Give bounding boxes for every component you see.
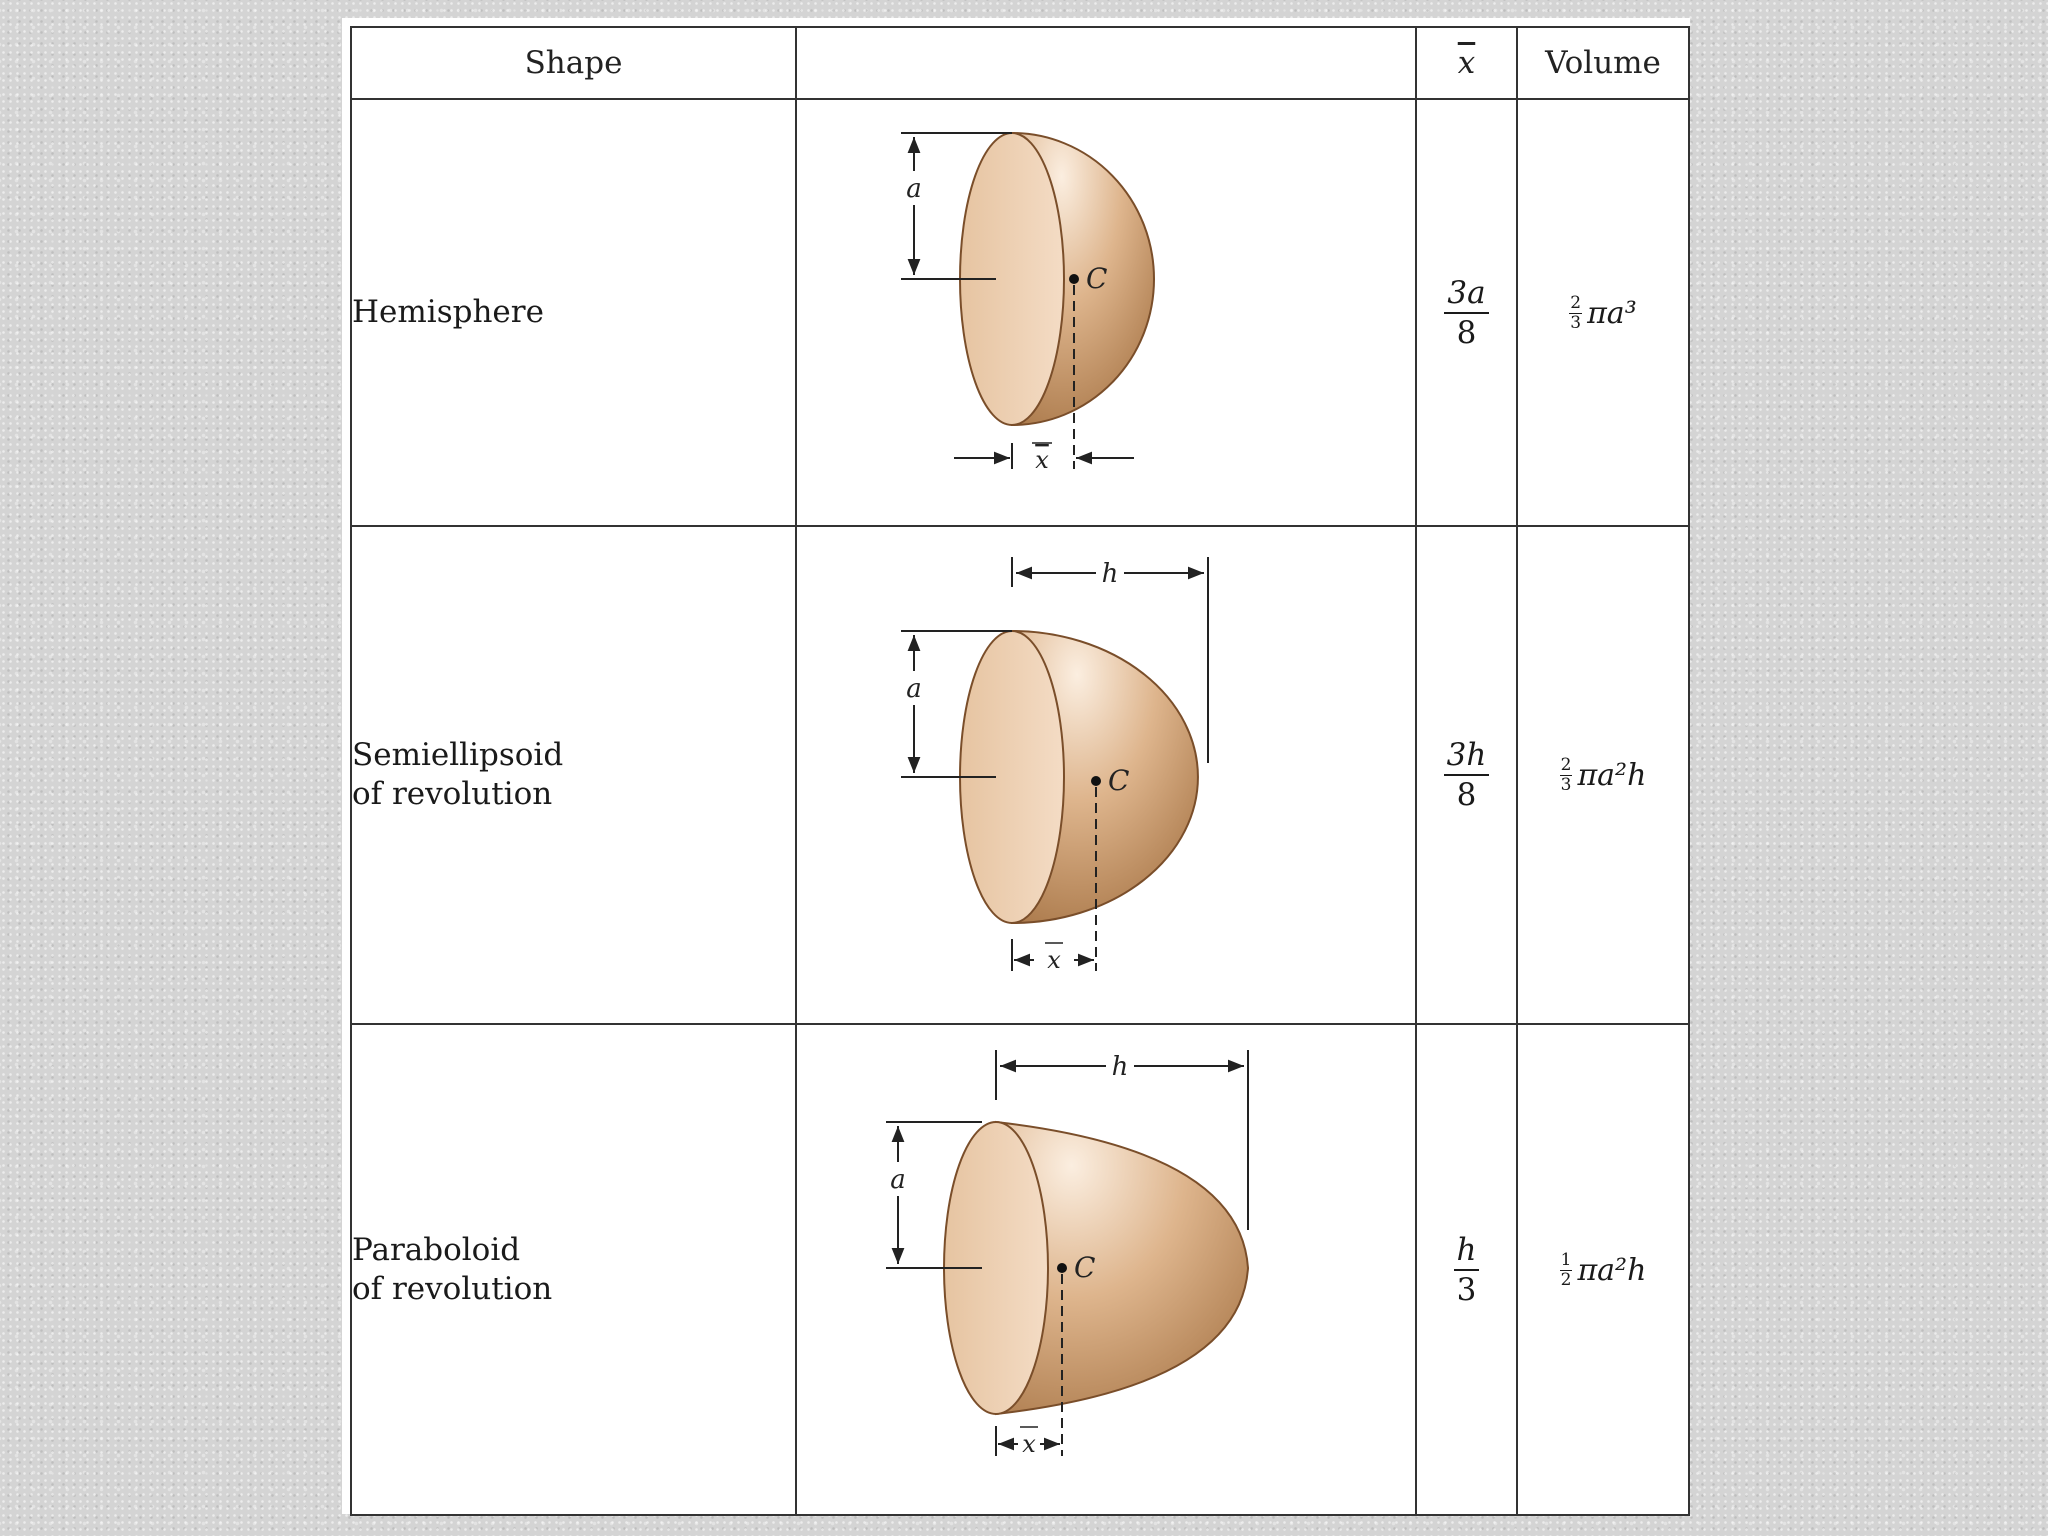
centroid-label: C bbox=[1086, 261, 1108, 295]
volume-formula bbox=[1569, 294, 1636, 333]
header-figure bbox=[796, 27, 1416, 99]
shape-name-line2: of revolution bbox=[352, 776, 553, 812]
volume-coefficient bbox=[1560, 756, 1573, 795]
volume-expression: πa²h bbox=[1577, 1252, 1647, 1288]
coef-denominator: 3 bbox=[1560, 775, 1572, 795]
xbar-numerator: h bbox=[1454, 1232, 1480, 1271]
xbar-denominator: 8 bbox=[1456, 777, 1477, 813]
coef-numerator: 1 bbox=[1560, 1249, 1572, 1270]
table-sheet bbox=[342, 18, 1690, 1514]
header-xbar bbox=[1416, 27, 1517, 99]
xbar-cell-hemisphere bbox=[1416, 99, 1517, 526]
coef-denominator: 3 bbox=[1570, 312, 1582, 333]
shape-name-semiellipsoid bbox=[351, 526, 796, 1024]
volume-coefficient bbox=[1569, 294, 1582, 333]
xbar-fraction bbox=[1444, 275, 1488, 351]
volume-cell-hemisphere bbox=[1517, 99, 1689, 526]
centroid-label: C bbox=[1108, 764, 1130, 797]
dim-a-label: a bbox=[906, 674, 922, 704]
volume-expression: πa³ bbox=[1587, 295, 1637, 331]
xbar-cell-semiellipsoid bbox=[1416, 526, 1517, 1024]
figure-cell-paraboloid bbox=[796, 1024, 1416, 1515]
hemisphere-diagram bbox=[806, 103, 1406, 523]
header-volume: Volume bbox=[1517, 27, 1689, 99]
shape-name-line1: Semiellipsoid bbox=[352, 737, 564, 774]
figure-cell-hemisphere bbox=[796, 99, 1416, 526]
centroid-point bbox=[1091, 776, 1101, 786]
xbar-cell-paraboloid bbox=[1416, 1024, 1517, 1515]
volume-formula bbox=[1560, 1251, 1647, 1290]
xbar-numerator: 3h bbox=[1444, 737, 1490, 776]
table-row-semiellipsoid bbox=[351, 526, 1689, 1024]
header-shape: Shape bbox=[351, 27, 796, 99]
coef-numerator: 2 bbox=[1560, 755, 1572, 775]
xbar-numerator: 3a bbox=[1444, 275, 1488, 314]
table-row-paraboloid bbox=[351, 1024, 1689, 1515]
xbar-denominator: 8 bbox=[1456, 314, 1477, 351]
volume-cell-paraboloid bbox=[1517, 1024, 1689, 1515]
shape-name-hemisphere bbox=[351, 99, 796, 526]
volume-cell-semiellipsoid bbox=[1517, 526, 1689, 1024]
centroid-label: C bbox=[1074, 1250, 1096, 1284]
header-xbar-symbol: $\overline{x}$ bbox=[1457, 45, 1476, 81]
xbar-denominator: 3 bbox=[1456, 1271, 1477, 1308]
table-row-hemisphere bbox=[351, 99, 1689, 526]
dim-a-label: a bbox=[890, 1164, 906, 1195]
coef-denominator: 2 bbox=[1560, 1269, 1572, 1290]
shape-name-line1: Hemisphere bbox=[352, 294, 544, 331]
dim-xbar-label: x bbox=[1047, 946, 1061, 974]
centroid-point bbox=[1057, 1263, 1067, 1273]
dim-h-label: h bbox=[1101, 559, 1119, 589]
figure-cell-semiellipsoid bbox=[796, 526, 1416, 1024]
centroid-table bbox=[350, 26, 1690, 1516]
dim-xbar-label: x bbox=[1022, 1429, 1036, 1458]
dim-a-label: a bbox=[906, 173, 922, 204]
coef-numerator: 2 bbox=[1570, 292, 1582, 313]
shape-name-line2: of revolution bbox=[352, 1270, 553, 1307]
dim-h-label: h bbox=[1111, 1051, 1129, 1082]
dim-xbar-label: x bbox=[1035, 445, 1049, 474]
volume-formula bbox=[1560, 756, 1647, 795]
volume-coefficient bbox=[1560, 1251, 1573, 1290]
xbar-fraction bbox=[1444, 737, 1490, 813]
shape-name-line1: Paraboloid bbox=[352, 1231, 521, 1268]
table-header-row bbox=[351, 27, 1689, 99]
xbar-fraction bbox=[1454, 1232, 1480, 1308]
volume-expression: πa²h bbox=[1577, 758, 1647, 793]
centroid-point bbox=[1069, 274, 1079, 284]
shape-name-paraboloid bbox=[351, 1024, 796, 1515]
semiellipsoid-diagram bbox=[806, 535, 1406, 1015]
paraboloid-diagram bbox=[806, 1030, 1406, 1510]
